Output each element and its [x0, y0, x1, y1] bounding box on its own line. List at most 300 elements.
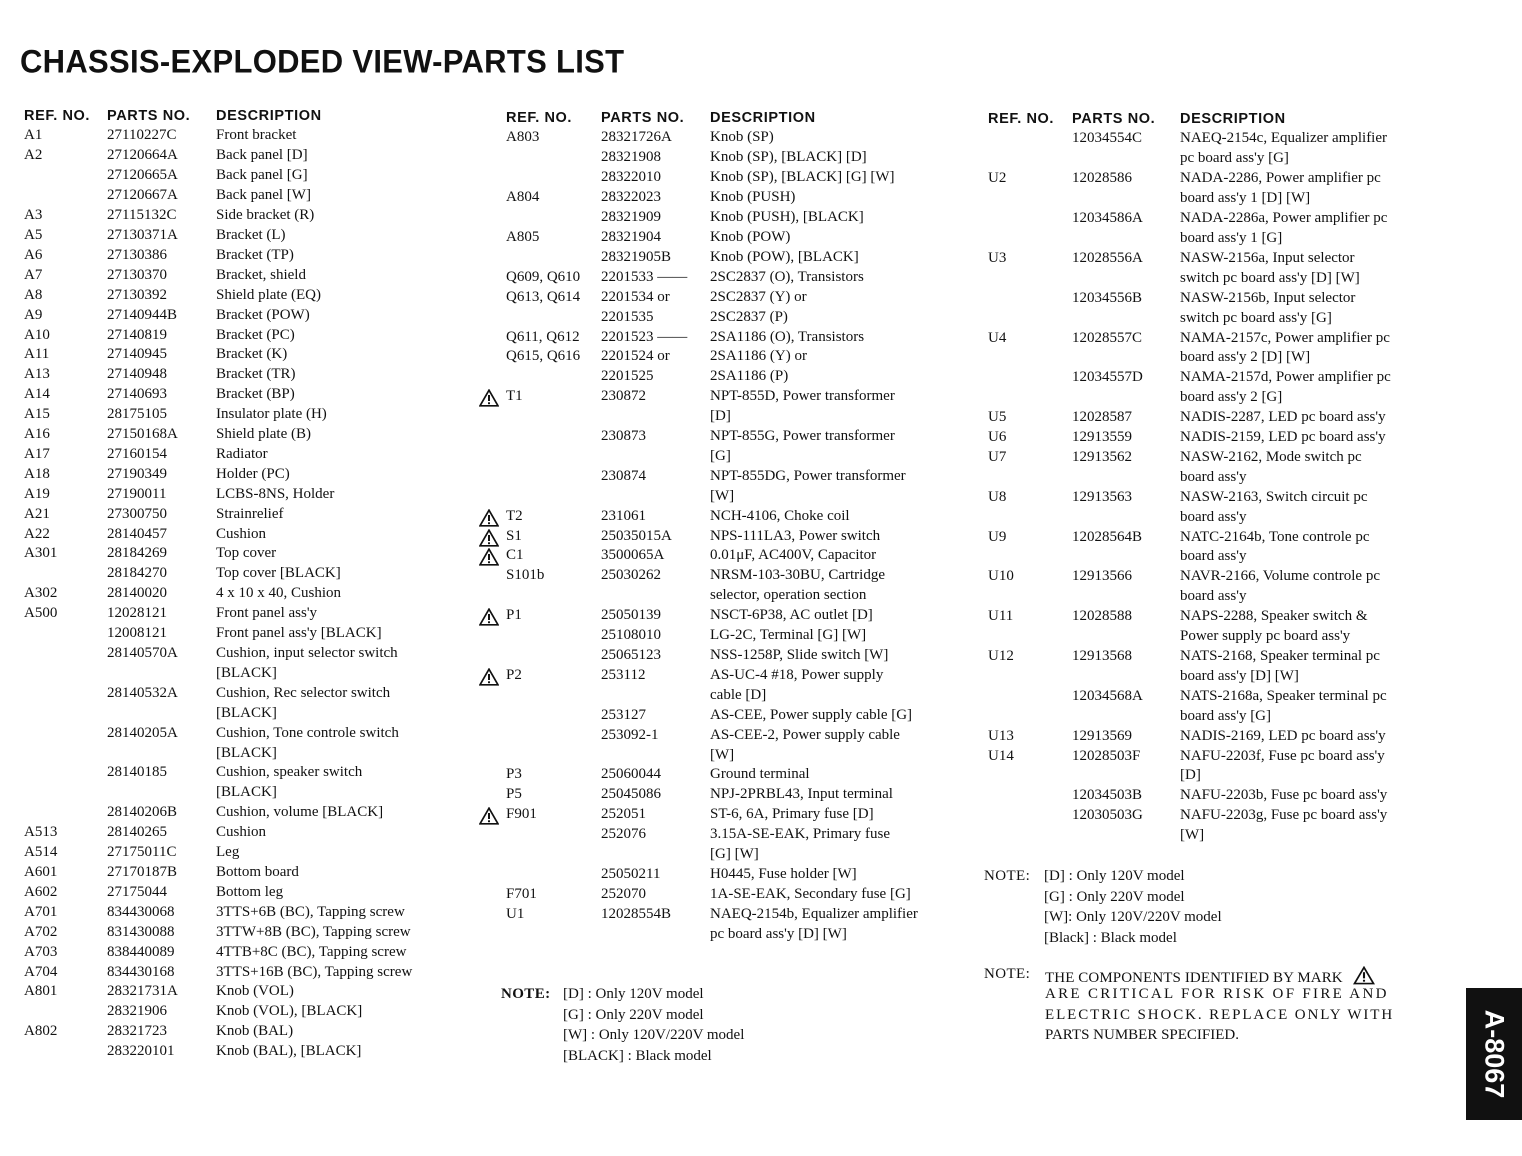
ref-no [24, 844, 107, 861]
parts-no-text: 25050211 [601, 865, 661, 882]
parts-no-text: 28140457 [107, 525, 167, 542]
description [1180, 628, 1440, 645]
header-parts-no: PARTS NO. [1072, 111, 1156, 127]
ref-no-text: U7 [988, 448, 1007, 465]
table-row [24, 166, 456, 186]
page-number-tab [1466, 988, 1522, 1120]
description-text: NAVR-2166, Volume controle pc [1180, 568, 1380, 585]
description [216, 924, 456, 941]
description [710, 528, 960, 545]
description-text: NPT-855D, Power transformer [710, 388, 895, 405]
description-text: Cushion, speaker switch [216, 764, 363, 781]
table-row [988, 428, 1440, 448]
table-row [24, 186, 456, 206]
parts-no [601, 169, 710, 186]
table-row [24, 345, 456, 365]
parts-no-text: 2201534 or [601, 288, 670, 305]
description-text: [W] [1180, 827, 1205, 844]
parts-no-text: 12028564B [1072, 528, 1143, 545]
table-row [24, 902, 456, 922]
description-text: NATS-2168, Speaker terminal pc [1180, 648, 1380, 665]
parts-no-text: 28321909 [601, 209, 661, 226]
parts-no [1072, 489, 1180, 506]
ref-no-text: U14 [988, 747, 1014, 764]
parts-no-text: 28140532A [107, 684, 178, 701]
table-row [506, 546, 960, 566]
table-row [24, 683, 456, 703]
description [1180, 330, 1440, 347]
ref-no [988, 409, 1072, 426]
ref-no [24, 327, 107, 344]
ref-no-text: A11 [24, 346, 50, 363]
parts-no [601, 528, 710, 545]
parts-no-text: 27130371A [107, 226, 178, 243]
table-row [24, 365, 456, 385]
description-text: Knob (POW), [BLACK] [710, 248, 859, 265]
parts-no-text: 27115132C [107, 207, 177, 224]
parts-no-text: 231061 [601, 507, 646, 524]
ref-no [506, 806, 601, 823]
description-text: Bottom board [216, 863, 299, 880]
parts-no [107, 466, 216, 483]
parts-no [601, 547, 710, 564]
ref-no [24, 983, 107, 1000]
table-row [506, 865, 960, 885]
description [216, 784, 456, 801]
parts-no-text: 12028121 [107, 605, 167, 622]
table-row [988, 627, 1440, 647]
description [216, 1003, 456, 1020]
ref-no-text: A514 [24, 844, 58, 861]
description [1180, 290, 1440, 307]
table-row [988, 587, 1440, 607]
parts-no [601, 289, 710, 306]
parts-no [601, 309, 710, 326]
description [216, 983, 456, 1000]
parts-no-text: 28321908 [601, 149, 661, 166]
description-text: NASW-2162, Mode switch pc [1180, 448, 1362, 465]
parts-no-text: 2201524 or [601, 348, 670, 365]
description-text: NAMA-2157c, Power amplifier pc [1180, 329, 1390, 346]
ref-no [24, 207, 107, 224]
ref-no [506, 667, 601, 684]
description-text: NPT-855G, Power transformer [710, 428, 895, 445]
description-text: pc board ass'y [G] [1180, 150, 1289, 167]
description-text: Strainrelief [216, 505, 284, 522]
parts-no-text: 25030262 [601, 567, 661, 584]
table-row [506, 904, 960, 924]
description-text: Power supply pc board ass'y [1180, 628, 1351, 645]
ref-no [506, 348, 601, 365]
ref-no [988, 728, 1072, 745]
table-row [24, 544, 456, 564]
parts-no-text: 27175044 [107, 883, 167, 900]
parts-no [601, 766, 710, 783]
description-text: [BLACK] [216, 744, 277, 761]
ref-no-text: T2 [506, 507, 523, 524]
description [216, 605, 456, 622]
parts-no-text: 25060044 [601, 766, 661, 783]
ref-no [24, 466, 107, 483]
ref-no [24, 147, 107, 164]
table-row [506, 705, 960, 725]
header-ref-no: REF. NO. [988, 111, 1055, 127]
ref-no [24, 346, 107, 363]
description [216, 307, 456, 324]
critical-line-3: ELECTRIC SHOCK. REPLACE ONLY WITH [1045, 1006, 1395, 1023]
parts-no-text: 253127 [601, 706, 646, 723]
ref-no [24, 287, 107, 304]
ref-no [506, 567, 601, 584]
ref-no-text: A22 [24, 525, 50, 542]
parts-no-text: 28321723 [107, 1023, 167, 1040]
critical-line-2: ARE CRITICAL FOR RISK OF FIRE AND [1045, 986, 1389, 1003]
parts-column-1 [24, 106, 456, 1062]
table-row [24, 843, 456, 863]
parts-no [601, 906, 710, 923]
parts-no [601, 806, 710, 823]
parts-no [107, 247, 216, 264]
parts-no-text: 252051 [601, 806, 646, 823]
parts-no-text: 28184269 [107, 545, 167, 562]
parts-no [601, 428, 710, 445]
description [710, 309, 960, 326]
parts-no-text: 12028556A [1072, 249, 1143, 266]
description [1180, 648, 1440, 665]
description [710, 766, 960, 783]
table-row [506, 447, 960, 467]
table-row [24, 644, 456, 664]
table-row [506, 765, 960, 785]
ref-no-text: Q609, Q610 [506, 268, 581, 285]
header-description: DESCRIPTION [1180, 111, 1286, 127]
parts-no-text: 28321905B [601, 248, 672, 265]
description [1180, 807, 1440, 824]
parts-no-text: 28140206B [107, 804, 178, 821]
parts-no [601, 826, 710, 843]
header-ref-no: REF. NO. [24, 108, 91, 124]
ref-no [506, 528, 601, 545]
warning-triangle-icon [1353, 966, 1375, 985]
parts-no [601, 189, 710, 206]
description-text: board ass'y [1180, 548, 1247, 565]
parts-no [1072, 290, 1180, 307]
parts-no [1072, 170, 1180, 187]
ref-no [24, 585, 107, 602]
parts-no-text: 28175105 [107, 406, 167, 423]
description [1180, 469, 1440, 486]
description [710, 727, 960, 744]
description [1180, 310, 1440, 327]
description-text: AS-CEE, Power supply cable [G] [710, 706, 913, 723]
note-line: [Black] : Black model [1044, 929, 1177, 946]
description-text: NSCT-6P38, AC outlet [D] [710, 607, 873, 624]
description-text: Knob (BAL) [216, 1023, 294, 1040]
parts-no-text: 12028586 [1072, 170, 1132, 187]
table-row [24, 504, 456, 524]
ref-no [506, 508, 601, 525]
ref-no-text: A805 [506, 228, 540, 245]
parts-no [601, 886, 710, 903]
parts-no-text: 27190011 [107, 485, 167, 502]
table-row [506, 148, 960, 168]
description-text: NASW-2156b, Input selector [1180, 289, 1356, 306]
parts-no-text: 27190349 [107, 465, 167, 482]
ref-no-text: U11 [988, 608, 1014, 625]
parts-no-text: 12034557D [1072, 369, 1143, 386]
parts-no [107, 406, 216, 423]
description-text: [D] [1180, 767, 1201, 784]
description-text: Knob (BAL), [BLACK] [216, 1043, 362, 1060]
ref-no-text: A302 [24, 585, 58, 602]
parts-no-text: 831430088 [107, 923, 175, 940]
description [1180, 250, 1440, 267]
parts-no-text: 12913562 [1072, 448, 1132, 465]
ref-no-text: U13 [988, 727, 1014, 744]
parts-no [107, 346, 216, 363]
description-text: Knob (SP) [710, 129, 774, 146]
ref-no-text: U12 [988, 648, 1014, 665]
parts-no [1072, 688, 1180, 705]
description-text: 2SC2837 (P) [710, 308, 788, 325]
parts-no [107, 307, 216, 324]
table-row [506, 407, 960, 427]
ref-no [988, 330, 1072, 347]
warning-triangle-icon [479, 509, 499, 527]
page-title: CHASSIS-EXPLODED VIEW-PARTS LIST [20, 43, 625, 80]
description [216, 386, 456, 403]
description [216, 406, 456, 423]
parts-no [107, 844, 216, 861]
description-text: Bracket (TP) [216, 246, 294, 263]
parts-no-text: 12034556B [1072, 289, 1143, 306]
ref-no-text: U1 [506, 905, 525, 922]
description [216, 346, 456, 363]
description [710, 488, 960, 505]
ref-no [24, 824, 107, 841]
table-row [506, 327, 960, 347]
parts-no-text: 28321726A [601, 129, 672, 146]
ref-no-text: P1 [506, 607, 522, 624]
parts-no [107, 267, 216, 284]
description [710, 707, 960, 724]
table-header [506, 108, 960, 128]
description [216, 904, 456, 921]
ref-no [24, 446, 107, 463]
table-row [988, 328, 1440, 348]
description [1180, 190, 1440, 207]
parts-no-text: 12034568A [1072, 687, 1143, 704]
parts-no [1072, 728, 1180, 745]
parts-no-text: 27110227C [107, 127, 177, 144]
ref-no [24, 944, 107, 961]
table-row [24, 823, 456, 843]
description [710, 846, 960, 863]
description [216, 665, 456, 682]
description-text: Shield plate (B) [216, 426, 311, 443]
ref-no-text: F701 [506, 885, 537, 902]
ref-no [24, 1023, 107, 1040]
ref-no [24, 247, 107, 264]
description-text: board ass'y [D] [W] [1180, 667, 1299, 684]
table-row [506, 566, 960, 586]
table-row [988, 507, 1440, 527]
description [1180, 668, 1440, 685]
parts-no-text: 27130392 [107, 286, 167, 303]
description [216, 167, 456, 184]
description-text: pc board ass'y [D] [W] [710, 925, 847, 942]
description [1180, 429, 1440, 446]
ref-no-text: U8 [988, 488, 1007, 505]
parts-no-text: 27140819 [107, 326, 167, 343]
description [710, 826, 960, 843]
ref-no-text: A19 [24, 485, 50, 502]
description-text: NADA-2286, Power amplifier pc [1180, 170, 1381, 187]
description-text: Knob (PUSH) [710, 189, 796, 206]
table-row [24, 584, 456, 604]
parts-no [1072, 608, 1180, 625]
description [710, 866, 960, 883]
description [1180, 489, 1440, 506]
parts-no-text: 27120665A [107, 167, 178, 184]
table-row [506, 606, 960, 626]
ref-no-text: A602 [24, 883, 58, 900]
description-text: [BLACK] [216, 664, 277, 681]
table-row [988, 746, 1440, 766]
ref-no-text: P2 [506, 666, 522, 683]
warning-triangle-icon [479, 807, 499, 825]
parts-no-text: 252070 [601, 885, 646, 902]
table-row [24, 445, 456, 465]
parts-no-text: 28140265 [107, 824, 167, 841]
parts-no [107, 227, 216, 244]
table-row [506, 486, 960, 506]
description [710, 149, 960, 166]
table-row [24, 226, 456, 246]
description-text: Ground terminal [710, 766, 810, 783]
parts-no [1072, 787, 1180, 804]
description [1180, 449, 1440, 466]
description [710, 607, 960, 624]
parts-no-text: 28140020 [107, 585, 167, 602]
ref-no [506, 547, 601, 564]
ref-no [988, 489, 1072, 506]
ref-no-text: P5 [506, 786, 522, 803]
critical-components-note [984, 966, 1394, 1047]
ref-no [24, 964, 107, 981]
description [1180, 827, 1440, 844]
table-row [24, 982, 456, 1002]
description-text: NSS-1258P, Slide switch [W] [710, 647, 889, 664]
description [216, 127, 456, 144]
description [216, 247, 456, 264]
description [710, 448, 960, 465]
description [216, 585, 456, 602]
parts-no [107, 964, 216, 981]
description-text: switch pc board ass'y [D] [W] [1180, 269, 1360, 286]
parts-no-text: 2201525 [601, 368, 654, 385]
ref-no [988, 449, 1072, 466]
note-label: NOTE: [984, 868, 1031, 884]
description [1180, 409, 1440, 426]
parts-no-text: 12028588 [1072, 608, 1132, 625]
description [216, 804, 456, 821]
ref-no [24, 426, 107, 443]
parts-no [1072, 568, 1180, 585]
ref-no-text: U4 [988, 329, 1007, 346]
description-text: [W] [710, 746, 735, 763]
table-row [24, 783, 456, 803]
parts-no [1072, 748, 1180, 765]
parts-no-text: 27175011C [107, 844, 177, 861]
ref-no [506, 289, 601, 306]
description-text: NADIS-2159, LED pc board ass'y [1180, 429, 1386, 446]
description [1180, 608, 1440, 625]
table-row [24, 126, 456, 146]
parts-no-text: 25108010 [601, 627, 661, 644]
parts-no-text: 834430168 [107, 963, 175, 980]
table-header [24, 106, 456, 126]
description-text: 2SA1186 (O), Transistors [710, 328, 865, 345]
description [1180, 728, 1440, 745]
critical-line-4: PARTS NUMBER SPECIFIED. [1045, 1026, 1240, 1043]
table-row [24, 405, 456, 425]
description [216, 506, 456, 523]
table-row [988, 229, 1440, 249]
description-text: 3TTS+6B (BC), Tapping screw [216, 903, 405, 920]
table-row [506, 307, 960, 327]
description-text: Top cover [BLACK] [216, 565, 341, 582]
parts-no [107, 764, 216, 781]
ref-no-text: S101b [506, 567, 545, 584]
description [216, 1023, 456, 1040]
parts-no [107, 506, 216, 523]
ref-no [24, 605, 107, 622]
description [710, 388, 960, 405]
table-row [24, 1022, 456, 1042]
table-row [24, 464, 456, 484]
parts-no [107, 944, 216, 961]
description-text: NADIS-2287, LED pc board ass'y [1180, 409, 1386, 426]
description [710, 587, 960, 604]
table-row [24, 882, 456, 902]
ref-no [988, 568, 1072, 585]
note-column-3 [984, 866, 1222, 948]
table-row [988, 547, 1440, 567]
parts-no-text: 27130370 [107, 266, 167, 283]
description-text: NAFU-2203g, Fuse pc board ass'y [1180, 807, 1388, 824]
table-row [988, 487, 1440, 507]
description-text: Cushion, volume [BLACK] [216, 804, 384, 821]
description-text: Leg [216, 844, 240, 861]
ref-no [988, 748, 1072, 765]
table-row [988, 209, 1440, 229]
ref-no-text: Q613, Q614 [506, 288, 581, 305]
table-row [506, 884, 960, 904]
table-row [24, 663, 456, 683]
description [710, 806, 960, 823]
ref-no-text: U2 [988, 170, 1007, 187]
description-text: NASW-2156a, Input selector [1180, 249, 1355, 266]
ref-no [24, 127, 107, 144]
description-text: [D] [710, 408, 731, 425]
parts-no [107, 207, 216, 224]
ref-no [506, 329, 601, 346]
ref-no [24, 864, 107, 881]
description-text: NAPS-2288, Speaker switch & [1180, 608, 1368, 625]
ref-no [24, 924, 107, 941]
ref-no [988, 608, 1072, 625]
